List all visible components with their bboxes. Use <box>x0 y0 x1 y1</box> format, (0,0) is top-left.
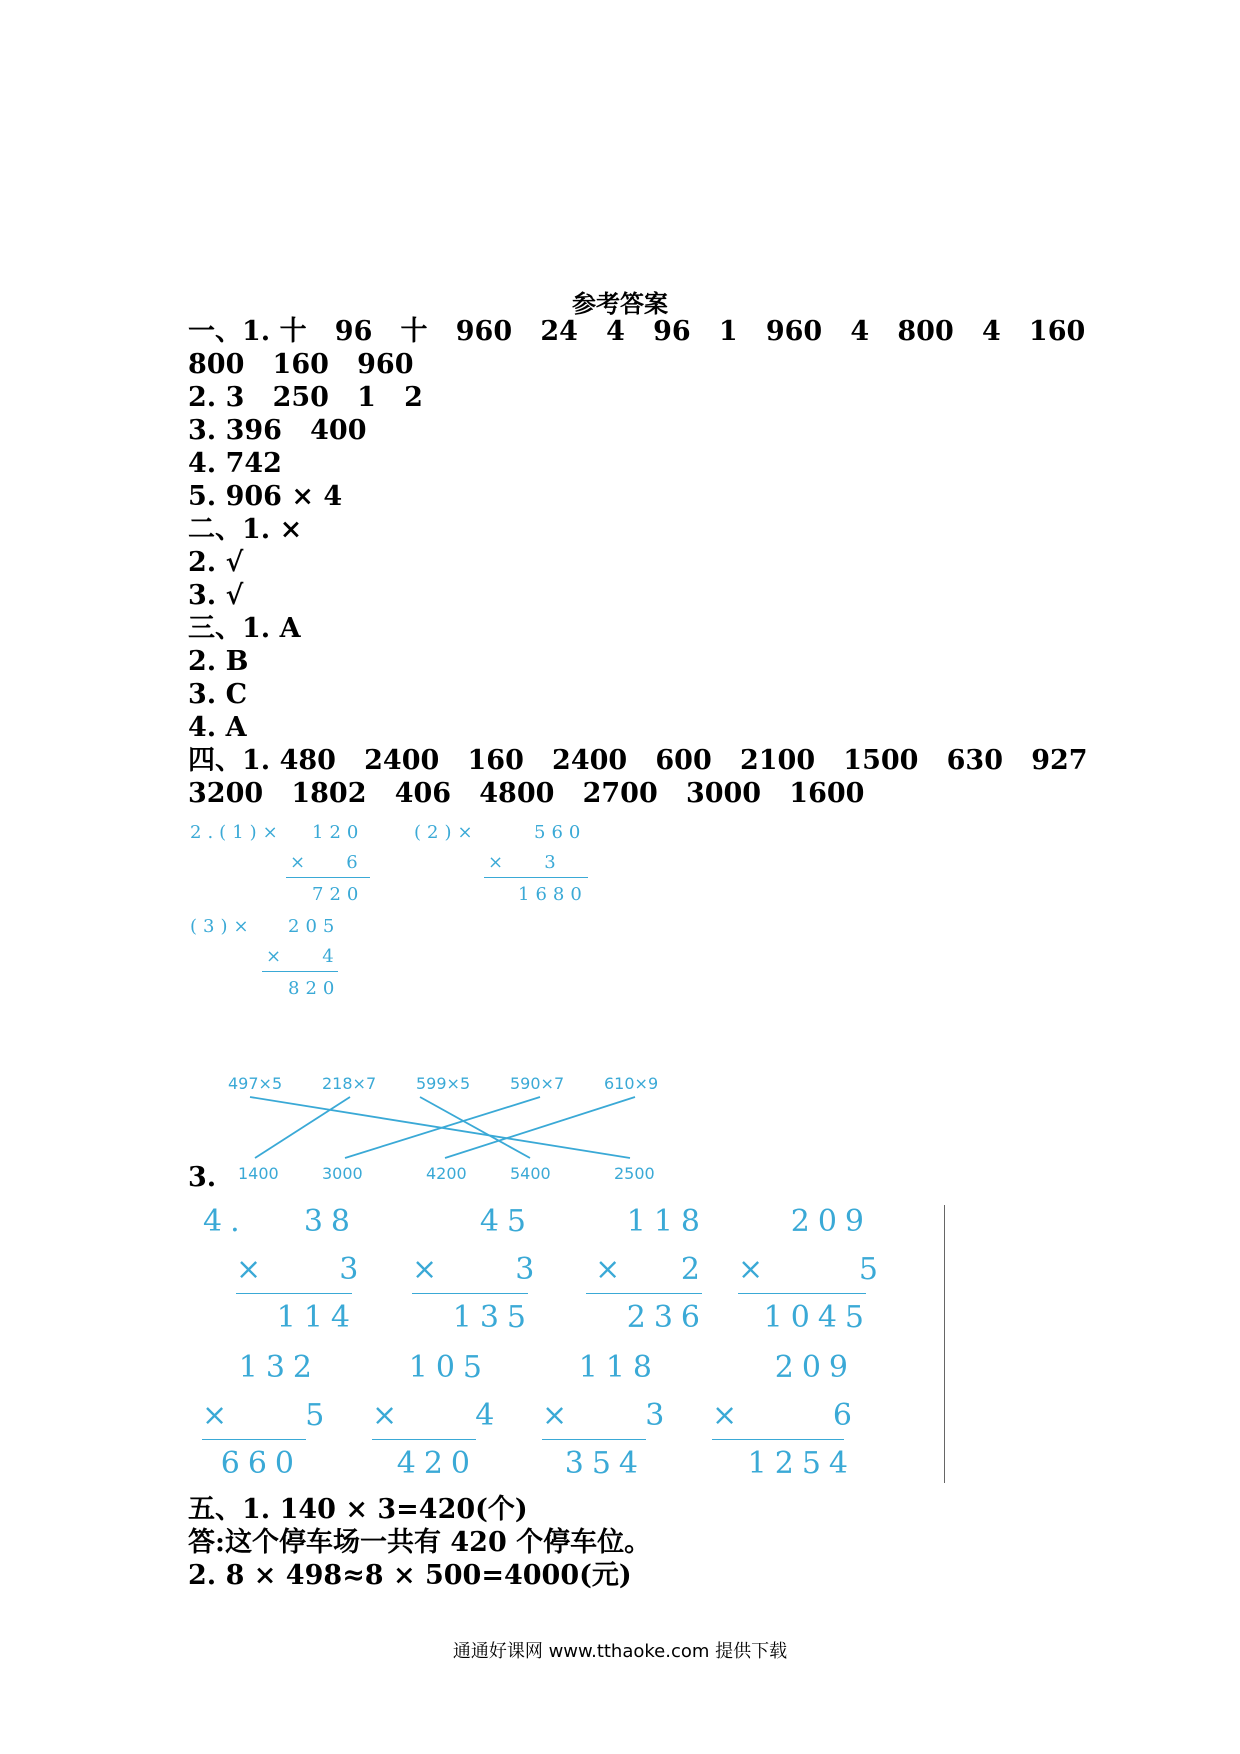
calc-multiplier: × 3 <box>542 1398 673 1433</box>
calc-result: 1045 <box>763 1300 872 1335</box>
answer-line: 2. B <box>188 646 249 677</box>
answer-line: 四、1. 480 2400 160 2400 600 2100 1500 630 927 <box>188 745 1088 776</box>
calc-multiplier: × 3 <box>488 852 562 873</box>
calc-result: 420 <box>396 1446 478 1481</box>
calc-result: 135 <box>452 1300 534 1335</box>
answer-line: 二、1. × <box>188 514 303 545</box>
calc-top: 560 <box>534 822 587 843</box>
calc-multiplier: × 5 <box>202 1398 333 1433</box>
calc-top: 120 <box>312 822 365 843</box>
match-bottom-label: 5400 <box>510 1164 551 1183</box>
question-number: 4. <box>203 1204 248 1239</box>
answer-line: 3200 1802 406 4800 2700 3000 1600 <box>188 778 865 809</box>
calc-multiplier: × 4 <box>266 946 340 967</box>
calc-top: 205 <box>288 916 341 937</box>
calc-multiplier: × 3 <box>412 1252 543 1287</box>
calc-rule <box>202 1439 306 1440</box>
calc-rule <box>586 1293 702 1294</box>
page-title: 参考答案 <box>572 290 668 318</box>
match-bottom-label: 1400 <box>238 1164 279 1183</box>
calc-rule <box>372 1439 476 1440</box>
calc-result: 820 <box>288 978 341 999</box>
calc-rule <box>738 1293 866 1294</box>
answer-line: 3. √ <box>188 580 244 611</box>
answer-line: 5. 906 × 4 <box>188 481 343 512</box>
calc-result: 354 <box>564 1446 646 1481</box>
match-top-label: 590×7 <box>510 1074 565 1093</box>
calc-top: 105 <box>408 1350 490 1385</box>
answer-line: 一、1. 十 96 十 960 24 4 96 1 960 4 800 4 160 <box>188 316 1086 347</box>
calc-rule <box>542 1439 646 1440</box>
calc-top: 118 <box>626 1204 708 1239</box>
match-bottom-label: 3000 <box>322 1164 363 1183</box>
calc-result: 1254 <box>747 1446 856 1481</box>
calc-top: 209 <box>774 1350 856 1385</box>
match-top-label: 218×7 <box>322 1074 377 1093</box>
answer-line: 800 160 960 <box>188 349 414 380</box>
calc-top: 118 <box>578 1350 660 1385</box>
footer: 通通好课网 www.tthaoke.com 提供下载 <box>452 1641 788 1662</box>
calc-top: 209 <box>790 1204 872 1239</box>
calc-rule <box>412 1293 528 1294</box>
match-top-label: 610×9 <box>604 1074 659 1093</box>
calc-result: 1680 <box>518 884 588 905</box>
answer-line: 2. 8 × 498≈8 × 500=4000(元) <box>188 1560 632 1591</box>
answer-line: 答:这个停车场一共有 420 个停车位。 <box>188 1527 652 1558</box>
match-top-label: 497×5 <box>228 1074 283 1093</box>
calc-label: 2.(1)× <box>190 822 284 843</box>
calc-label: (2)× <box>414 822 479 843</box>
calc-label: (3)× <box>190 916 255 937</box>
calc-rule <box>712 1439 844 1440</box>
match-bottom-label: 2500 <box>614 1164 655 1183</box>
question-number: 3. <box>188 1162 217 1193</box>
match-top-label: 599×5 <box>416 1074 471 1093</box>
calc-result: 236 <box>626 1300 708 1335</box>
answer-line: 4. A <box>188 712 247 743</box>
calc-top: 132 <box>238 1350 320 1385</box>
calc-result: 720 <box>312 884 365 905</box>
calc-multiplier: × 5 <box>738 1252 886 1287</box>
calc-multiplier: × 4 <box>372 1398 503 1433</box>
calc-multiplier: × 3 <box>236 1252 367 1287</box>
answer-line: 3. C <box>188 679 248 710</box>
calc-top: 45 <box>479 1204 534 1239</box>
answer-line: 2. √ <box>188 547 244 578</box>
answer-line: 4. 742 <box>188 448 282 479</box>
match-line <box>345 1097 540 1158</box>
match-bottom-label: 4200 <box>426 1164 467 1183</box>
answer-line: 五、1. 140 × 3=420(个) <box>188 1494 528 1525</box>
calc-multiplier: × 6 <box>712 1398 860 1433</box>
margin-rule <box>944 1205 945 1483</box>
calc-top: 38 <box>303 1204 358 1239</box>
answer-line: 3. 396 400 <box>188 415 367 446</box>
answer-line: 三、1. A <box>188 613 301 644</box>
calc-rule <box>236 1293 352 1294</box>
calc-multiplier: × 6 <box>290 852 364 873</box>
calc-multiplier: × 2 <box>595 1252 708 1287</box>
answer-line: 2. 3 250 1 2 <box>188 382 423 413</box>
calc-result: 114 <box>276 1300 358 1335</box>
calc-result: 660 <box>220 1446 302 1481</box>
